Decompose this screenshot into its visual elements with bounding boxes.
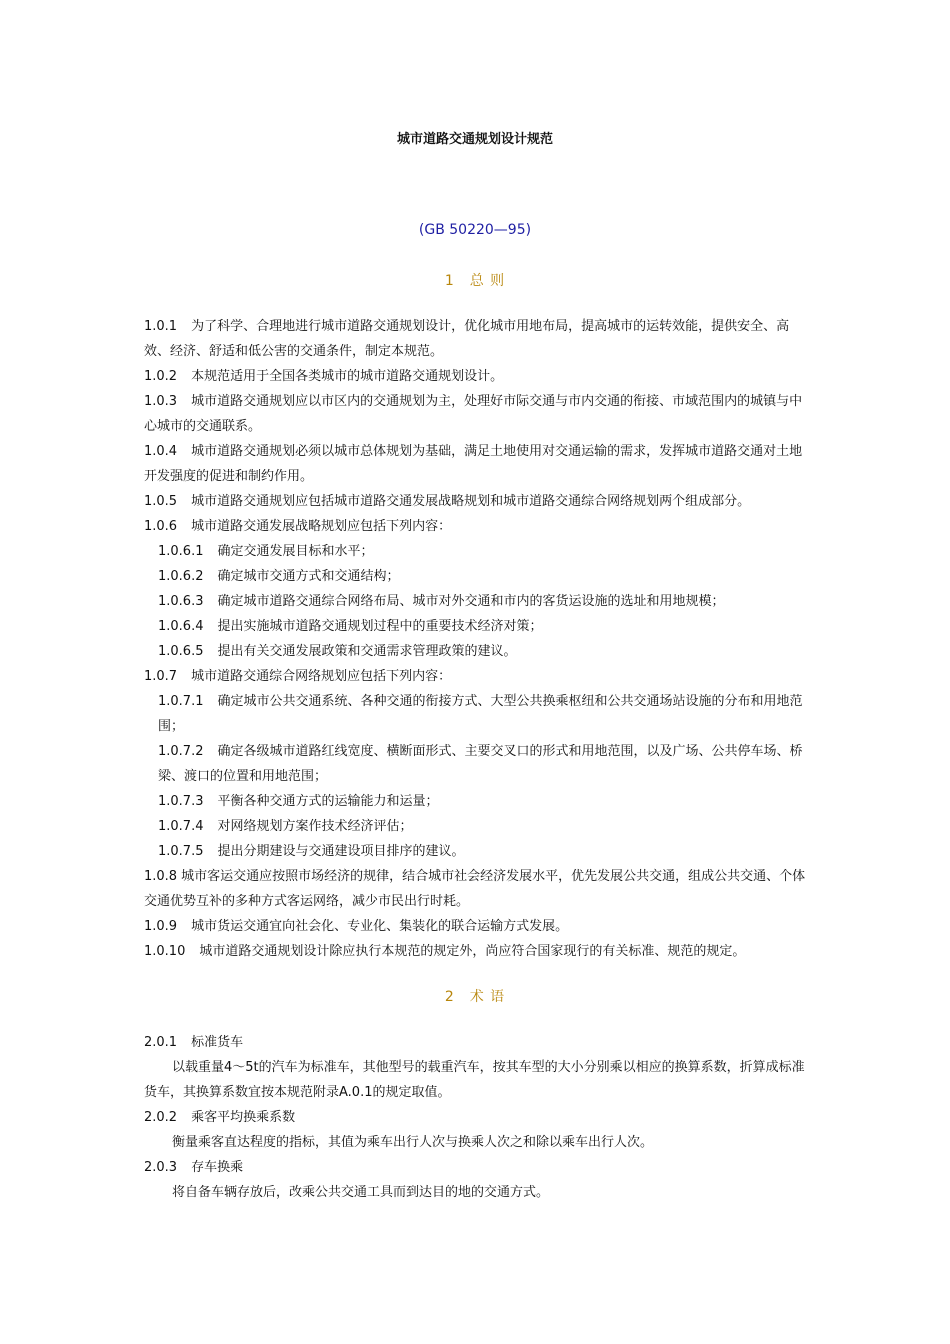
clause-1-0-7-3: 1.0.7.3 平衡各种交通方式的运输能力和运量；	[158, 794, 439, 809]
section-terms-body	[144, 1030, 810, 1205]
clause-1-0-5: 1.0.5 城市道路交通规划应包括城市道路交通发展战略规划和城市道路交通综合网络规划两个组成部分。	[144, 494, 751, 509]
term-2-0-3: 2.0.3 存车换乘	[144, 1160, 244, 1175]
clause-1-0-7-1: 1.0.7.1 确定城市公共交通系统、各种交通的衔接方式、大型公共换乘枢纽和公共交通场站设施的分布和用地范围；	[158, 694, 803, 734]
clause-1-0-7-4: 1.0.7.4 对网络规划方案作技术经济评估；	[158, 819, 413, 834]
clause-1-0-7-5: 1.0.7.5 提出分期建设与交通建设项目排序的建议。	[158, 844, 465, 859]
clause-1-0-7: 1.0.7 城市道路交通综合网络规划应包括下列内容：	[144, 669, 452, 684]
clause-1-0-2: 1.0.2 本规范适用于全国各类城市的城市道路交通规划设计。	[144, 369, 504, 384]
clause-1-0-6-3: 1.0.6.3 确定城市道路交通综合网络布局、城市对外交通和市内的客货运设施的选址和用地规模；	[158, 594, 725, 609]
document-title: 城市道路交通规划设计规范	[396, 132, 553, 147]
section-heading-general: 1 总 则	[444, 273, 506, 289]
clause-1-0-6-4: 1.0.6.4 提出实施城市道路交通规划过程中的重要技术经济对策；	[158, 619, 543, 634]
term-2-0-2-definition: 衡量乘客直达程度的指标，其值为乘车出行人次与换乘人次之和除以乘车出行人次。	[172, 1135, 654, 1150]
section-heading-terms: 2 术 语	[444, 989, 506, 1005]
clause-1-0-1: 1.0.1 为了科学、合理地进行城市道路交通规划设计，优化城市用地布局，提高城市的运转效能，提供安全、高效、经济、舒适和低公害的交通条件，制定本规范。	[144, 319, 790, 359]
clause-1-0-6-1: 1.0.6.1 确定交通发展目标和水平；	[158, 544, 374, 559]
clause-1-0-3: 1.0.3 城市道路交通规划应以市区内的交通规划为主，处理好市际交通与市内交通的衔接、市域范围内的城镇与中心城市的交通联系。	[144, 394, 803, 434]
term-2-0-1-definition: 以载重量4～5t的汽车为标准车，其他型号的载重汽车，按其车型的大小分别乘以相应的换算系数，折算成标准货车，其换算系数宜按本规范附录A.0.1的规定取值。	[144, 1060, 805, 1100]
clause-1-0-6: 1.0.6 城市道路交通发展战略规划应包括下列内容：	[144, 519, 452, 534]
term-2-0-3-definition: 将自备车辆存放后，改乘公共交通工具而到达目的地的交通方式。	[172, 1185, 550, 1200]
clause-1-0-8: 1.0.8 城市客运交通应按照市场经济的规律，结合城市社会经济发展水平，优先发展公共交通，组成公共交通、个体交通优势互补的多种方式客运网络，减少市民出行时耗。	[144, 869, 806, 909]
clause-1-0-4: 1.0.4 城市道路交通规划必须以城市总体规划为基础，满足土地使用对交通运输的需求，发挥城市道路交通对土地开发强度的促进和制约作用。	[144, 444, 803, 484]
clause-1-0-7-2: 1.0.7.2 确定各级城市道路红线宽度、横断面形式、主要交叉口的形式和用地范围，以及广场、公共停车场、桥梁、渡口的位置和用地范围；	[158, 744, 803, 784]
term-2-0-1: 2.0.1 标准货车	[144, 1035, 244, 1050]
standard-code: (GB 50220—95)	[418, 222, 532, 238]
clause-1-0-10: 1.0.10 城市道路交通规划设计除应执行本规范的规定外，尚应符合国家现行的有关标准、规范的规定。	[144, 944, 746, 959]
clause-1-0-6-2: 1.0.6.2 确定城市交通方式和交通结构；	[158, 569, 400, 584]
section-general-body	[144, 314, 810, 964]
clause-1-0-6-5: 1.0.6.5 提出有关交通发展政策和交通需求管理政策的建议。	[158, 644, 517, 659]
term-2-0-2: 2.0.2 乘客平均换乘系数	[144, 1110, 296, 1125]
clause-1-0-9: 1.0.9 城市货运交通宜向社会化、专业化、集装化的联合运输方式发展。	[144, 919, 569, 934]
